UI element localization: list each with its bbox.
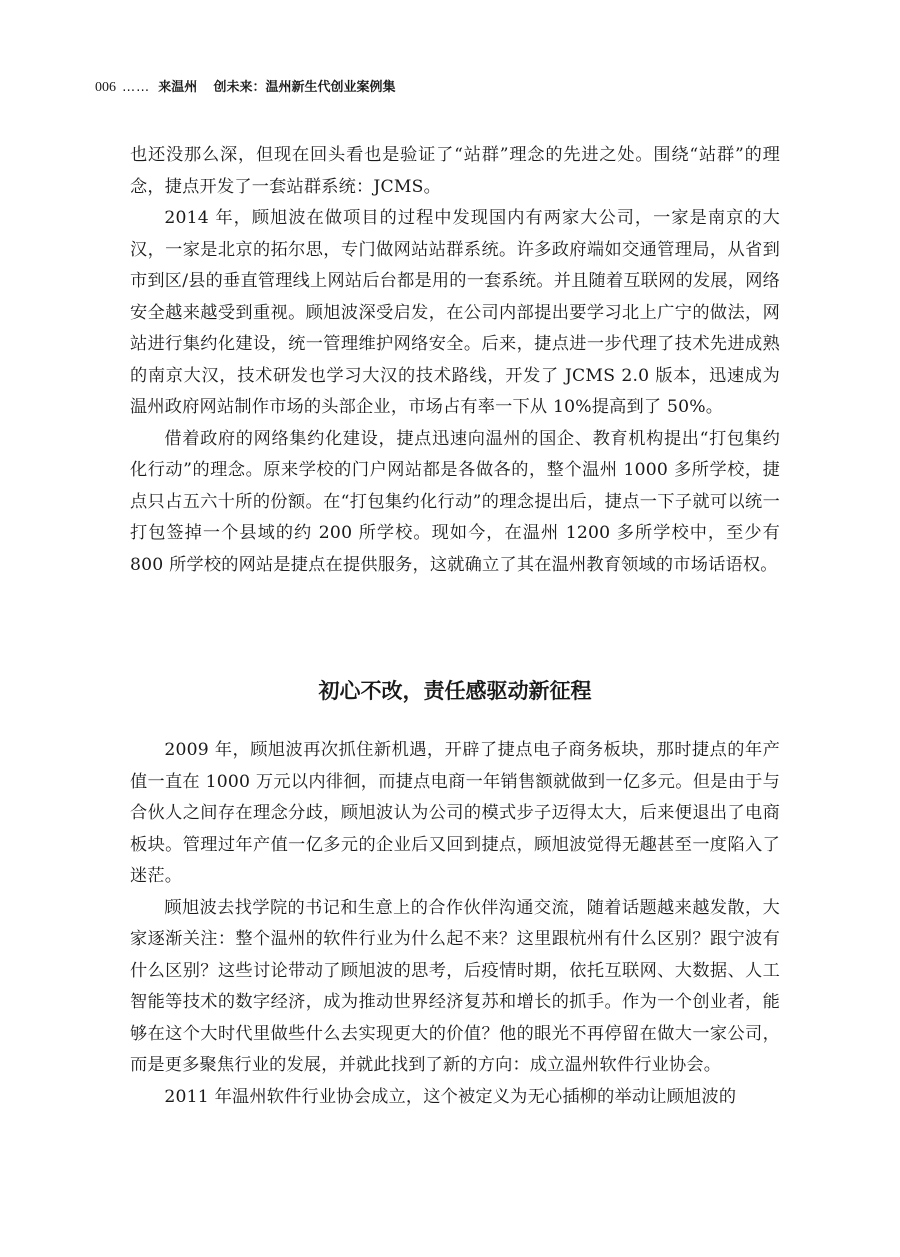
section-2-text	[130, 735, 780, 1113]
section-heading: 初心不改，责任感驱动新征程	[318, 679, 592, 703]
header-dots: ……	[122, 80, 151, 95]
paragraph: 也还没那么深，但现在回头看也是验证了“站群”理念的先进之处。围绕“站群”的理念，捷点开发了一套站群系统：JCMS。	[130, 145, 780, 197]
book-title: 创未来：温州新生代创业案例集	[213, 80, 396, 95]
section-1-text	[130, 140, 780, 581]
running-header	[95, 79, 395, 97]
series-title: 来温州	[158, 80, 198, 95]
paragraph: 顾旭波去找学院的书记和生意上的合作伙伴沟通交流，随着话题越来越发散，大家逐渐关注：整个温州的软件行业为什么起不来？这里跟杭州有什么区别？跟宁波有什么区别？这些讨论带动了顾旭波的思考，后疫情时期，依托互联网、大数据、人工智能等技术的数字经济，成为推动世界经济复苏和增长的抓手。作为一个创业者，能够在这个大时代里做些什么去实现更大的价值？他的眼光不再停留在做大一家公司，而是更多聚焦行业的发展，并就此找到了新的方向：成立温州软件行业协会。	[130, 897, 780, 1075]
page-number: 006	[95, 80, 116, 95]
paragraph: 2014 年，顾旭波在做项目的过程中发现国内有两家大公司，一家是南京的大汉，一家是北京的拓尔思，专门做网站站群系统。许多政府端如交通管理局，从省到市到区/县的垂直管理线上网站后台都是用的一套系统。并且随着互联网的发展，网络安全越来越受到重视。顾旭波深受启发，在公司内部提出要学习北上广宁的做法，网站进行集约化建设，统一管理维护网络安全。后来，捷点进一步代理了技术先进成熟的南京大汉，技术研发也学习大汉的技术路线，开发了 JCMS 2.0 版本，迅速成为温州政府网站制作市场的头部企业，市场占有率一下从 10%提高到了 50%。	[130, 208, 780, 417]
paragraph: 2011 年温州软件行业协会成立，这个被定义为无心插柳的举动让顾旭波的	[164, 1086, 737, 1107]
paragraph: 借着政府的网络集约化建设，捷点迅速向温州的国企、教育机构提出“打包集约化行动”的理念。原来学校的门户网站都是各做各的，整个温州 1000 多所学校，捷点只占五六十所的份额。在“打包集约化行动”的理念提出后，捷点一下子就可以统一打包签掉一个县域的约 200 所学校。现如今，在温州 1200 多所学校中，至少有 800 所学校的网站是捷点在提供服务，这就确立了其在温州教育领域的市场话语权。	[130, 428, 780, 575]
paragraph: 2009 年，顾旭波再次抓住新机遇，开辟了捷点电子商务板块，那时捷点的年产值一直在 1000 万元以内徘徊，而捷点电商一年销售额就做到一亿多元。但是由于与合伙人之间存在理念分歧，顾旭波认为公司的模式步子迈得太大，后来便退出了电商板块。管理过年产值一亿多元的企业后又回到捷点，顾旭波觉得无趣甚至一度陷入了迷茫。	[130, 740, 780, 886]
